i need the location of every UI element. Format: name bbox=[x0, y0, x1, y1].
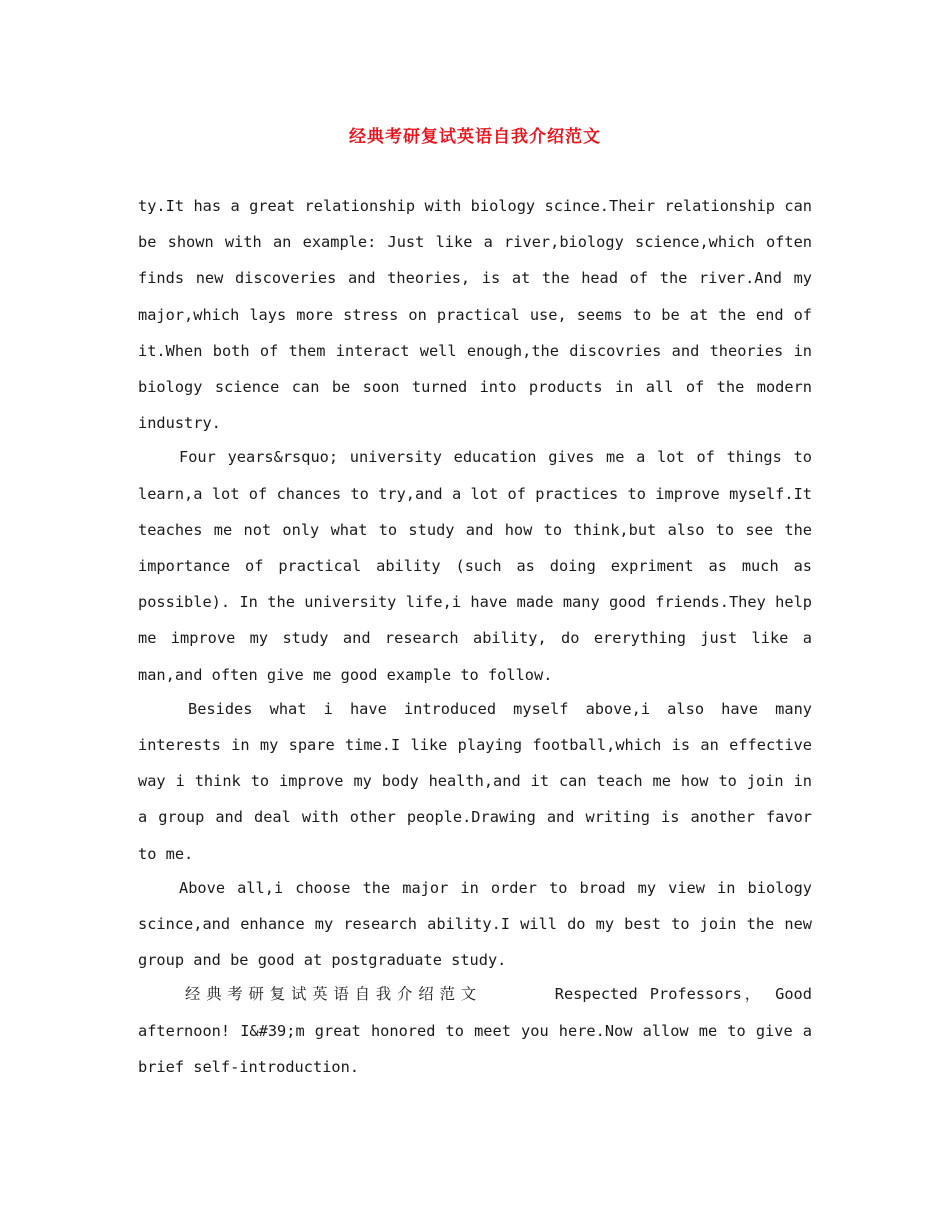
paragraph-3: Besides what i have introduced myself above,i also have many interests in my spare time.I like playing football,which is an effective way i think to improve my body health,and it can teach me how to join in a group and deal with other people.Drawing and writing is another favor to me. bbox=[138, 699, 812, 863]
closing-text: Respected Professors， Good afternoon! I&#39;m great honored to meet you here.Now allow me to give a brief self-introduction. bbox=[138, 985, 812, 1076]
document-body bbox=[138, 188, 812, 1083]
document-title: 经典考研复试英语自我介绍范文 bbox=[349, 127, 601, 147]
closing-lead-title: 经典考研复试英语自我介绍范文 bbox=[185, 985, 482, 1004]
paragraph-5 bbox=[138, 976, 812, 1085]
paragraph-2: Four years&rsquo; university education gives me a lot of things to learn,a lot of chances to try,and a lot of practices to improve myself.It teaches me not only what to study and how to think,but also to see the importance of practical ability (such as doing expriment as much as possible). In the university life,i have made many good friends.They help me improve my study and research ability, do ererything just like a man,and often give me good example to follow. bbox=[138, 448, 812, 684]
paragraph-4: Above all,i choose the major in order to broad my view in biology scince,and enhance my research ability.I will do my best to join the new group and be good at postgraduate study. bbox=[138, 878, 812, 970]
paragraph-1: ty.It has a great relationship with biology scince.Their relationship can be shown with an example: Just like a river,biology science,which often finds new discoveries and theories, is at the head of the river.And my major,which lays more stress on practical use, seems to be at the end of it.When both of them interact well enough,the discovries and theories in biology science can be soon turned into products in all of the modern industry. bbox=[138, 197, 812, 433]
